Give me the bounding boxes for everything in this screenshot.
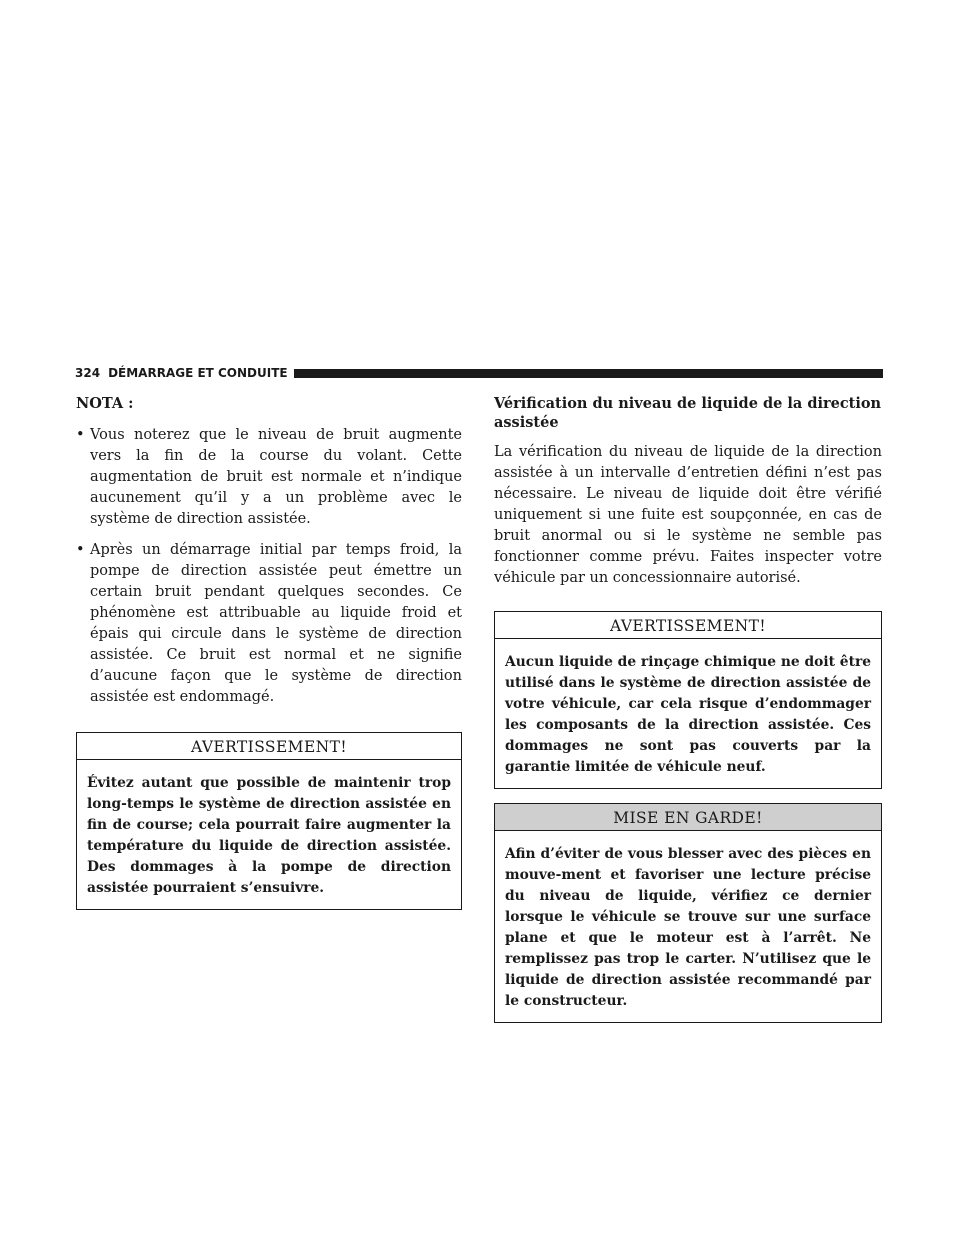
- warning-box-left: [76, 732, 462, 910]
- right-column: [494, 394, 882, 1023]
- left-column: [76, 394, 462, 910]
- caution-body: Afin d’éviter de vous blesser avec des pièces en mouve-ment et favoriser une lecture précise du niveau de liquide, vérifiez ce dernier lorsque le véhicule se trouve sur une surface plane et que le moteur est à l’arrêt. Ne remplissez pas trop le carter. N’utilisez que le liquide de direction assistée recommandé par le constructeur.: [505, 846, 871, 1009]
- page-number: 324: [75, 366, 101, 380]
- list-item: [76, 425, 462, 530]
- section-title: DÉMARRAGE ET CONDUITE: [108, 366, 288, 380]
- warning-title: AVERTISSEMENT!: [495, 612, 881, 639]
- warning-body: Évitez autant que possible de maintenir trop long-temps le système de direction assistée en fin de course; cela pourrait faire augmenter la température du liquide de direction assistée. Des dommages à la pompe de direction assistée pourraient s’ensuivre.: [87, 775, 451, 896]
- body-paragraph: La vérification du niveau de liquide de la direction assistée à un intervalle d’entretien défini n’est pas nécessaire. Le niveau de liquide doit être vérifié uniquement si une fuite est soupçonnée, en cas de bruit anormal ou si le système ne semble pas fonctionner comme prévu. Faites inspecter votre véhicule par un concessionnaire autorisé.: [494, 444, 882, 586]
- section-heading: Vérification du niveau de liquide de la direction assistée: [494, 395, 882, 431]
- bullet-icon: •: [76, 427, 85, 443]
- warning-box-right: [494, 611, 882, 789]
- bullet-icon: •: [76, 542, 85, 558]
- bullet-text: Vous noterez que le niveau de bruit augmente vers la fin de la course du volant. Cette augmentation de bruit est normale et n’indique aucunement qu’il y a un problème avec le système de direction assistée.: [90, 427, 462, 527]
- nota-bullet-list: [76, 425, 462, 708]
- caution-box: [494, 803, 882, 1023]
- warning-body: Aucun liquide de rinçage chimique ne doit être utilisé dans le système de direction assistée de votre véhicule, car cela risque d’endommager les composants de la direction assistée. Ces dommages ne sont pas couverts par la garantie limitée de véhicule neuf.: [505, 654, 871, 775]
- caution-title: MISE EN GARDE!: [495, 804, 881, 831]
- warning-title: AVERTISSEMENT!: [77, 733, 461, 760]
- bullet-text: Après un démarrage initial par temps froid, la pompe de direction assistée peut émettre un certain bruit pendant quelques secondes. Ce phénomène est attribuable au liquide froid et épais qui circule dans le système de direction assistée. Ce bruit est normal et ne signifie d’aucune façon que le système de direction assistée est endommagé.: [90, 542, 462, 705]
- nota-label: NOTA :: [76, 395, 134, 412]
- page-header: [75, 363, 883, 383]
- list-item: [76, 540, 462, 708]
- header-rule: [294, 369, 883, 378]
